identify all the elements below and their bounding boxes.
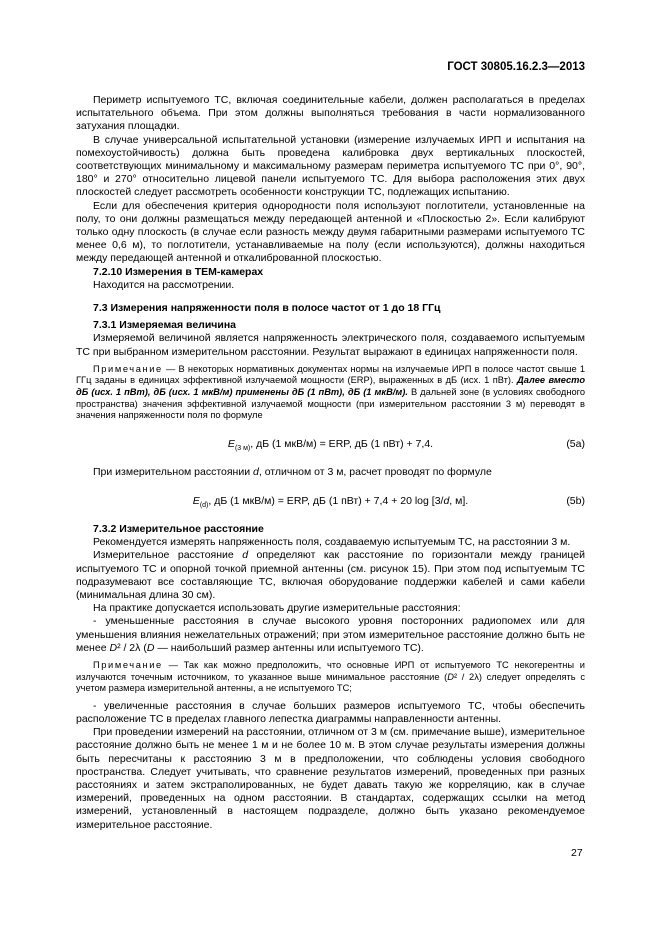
note-text: В дальней зоне (в условиях свободного пространства) значения эффективной излучаемой мощности (при измерительном расстоянии 3 м) переводят в значения напряженности поля по формуле [76, 387, 585, 421]
paragraph: Рекомендуется измерять напряженность поля, создаваемую испытуемым ТС, на расстоянии 3 м. [93, 536, 571, 549]
formula-expression: $E_{(3 м)}$, дБ (1 мкВ/м) = ERP, дБ (1 пВт) + 7,4. [227, 437, 434, 452]
note-label: Примечание [93, 660, 163, 671]
note-ereps [76, 364, 585, 422]
document-header: ГОСТ 30805.16.2.3—2013 [447, 61, 585, 73]
section-heading-7-2-10: 7.2.10 Измерения в ТЕМ-камерах [93, 265, 264, 278]
note-bold-text: Далее вместо дБ (исх. 1 пВт), дБ (исх. 1 мкВ/м) применены дБ (1 пВт), дБ (1 мкВ/м). [76, 375, 586, 398]
paragraph: Если для обеспечения критерия однородности поля используют поглотители, установленные на полу, то они должны размещаться между передающей антенной и «Плоскостью 2». Если калибруют только одну плоскость (в случае если разность между двумя габаритными размерами испытуемого ТС менее 0,6 м), то поглотители, устанавливаемые на полу (если используются), должны находиться между передающей антенной и откалиброванной плоскостью. [76, 199, 585, 265]
paragraph: В случае универсальной испытательной установки (измерение излучаемых ИРП и испытания на помехоустойчивость) должна быть проведена калибровка двух вертикальных плоскостей, соответствующих минимальному и максимальному размерам периметра испытуемого ТС при 0°, 90°, 180° и 270° относительно лицевой панели испытуемого ТС. Для выбора расположения этих двух плоскостей следует рассмотреть особенности конструкции ТС, подлежащих испытанию. [76, 133, 585, 199]
formula-number: (5b) [566, 495, 585, 508]
note-label: Примечание [93, 363, 163, 374]
paragraph: На практике допускается использовать другие измерительные расстояния: [93, 602, 461, 615]
formula-5a [76, 438, 585, 452]
paragraph: Находится на рассмотрении. [93, 278, 235, 291]
paragraph: - уменьшенные расстояния в случае высокого уровня посторонних радиопомех или для уменьшения влияния нежелательных отражений; при этом измерительное расстояние должно быть не менее D² / 2λ (D — наибольший размер антенны или испытуемого ТС). [76, 615, 585, 654]
paragraph: Периметр испытуемого ТС, включая соединительные кабели, должен располагаться в пределах испытательного объема. При этом должны выполняться требования в части нормализованного затухания площадки. [76, 94, 585, 133]
formula-number: (5a) [566, 437, 585, 450]
paragraph: Измеряемой величиной является напряженность электрического поля, создаваемого испытуемым ТС при выбранном измерительном расстоянии. Результат выражают в единицах напряженности поля. [76, 332, 585, 358]
formula-5b [76, 495, 585, 509]
paragraph: - увеличенные расстояния в случае больших размеров испытуемого ТС, чтобы обеспечить расположение ТС в пределах главного лепестка диаграммы направленности антенны. [76, 699, 585, 726]
page-number: 27 [571, 847, 583, 859]
section-heading-7-3-2: 7.3.2 Измерительное расстояние [93, 523, 264, 536]
paragraph: Измерительное расстояние d определяют как расстояние по горизонтали между границей испытуемого ТС и опорной точкой приемной антенны (см. рисунок 15). При этом под испытуемым ТС подразумевают все составляющие ТС, включая оборудование поддержки кабелей и сами кабели (минимальная длина 30 см). [76, 549, 585, 602]
note-text: — В некоторых нормативных документах нормы на излучаемые ИРП в полосе частот свыше 1 ГГц заданы в единицах эффективной излучаемой мощности (ERP), выраженных в дБ (исх. 1 пВт). [76, 363, 585, 386]
section-heading-7-3: 7.3 Измерения напряженности поля в полосе частот от 1 до 18 ГГц [93, 302, 441, 315]
note-distance: Примечание — Так как можно предположить, что основные ИРП от испытуемого ТС некогерентны и излучаются точечным источником, то указанное выше минимальное расстояние (D² / 2λ) следует определять с учетом размера измерительной антенны, а не испытуемого ТС; [76, 660, 585, 694]
formula-expression: $E_{(d)}$, дБ (1 мкВ/м) = ERP, дБ (1 пВт) + 7,4 + 20 log [3/d, м]. [192, 495, 469, 510]
paragraph: При проведении измерений на расстоянии, отличном от 3 м (см. примечание выше), измерительное расстояние должно быть не менее 1 м и не более 10 м. В этом случае результаты измерения должны быть пересчитаны к расстоянию 3 м в предположении, что соблюдены условия свободного пространства. Следует учитывать, что сравнение результатов измерений, проведенных при разных расстояниях и затем экстраполированных, не будет давать такую же корреляцию, как в случае измерений, проведенных на одном расстоянии. В стандартах, содержащих ссылки на метод измерений, установленный в настоящем подразделе, должно быть указано рекомендуемое измерительное расстояние. [76, 726, 585, 831]
section-heading-7-3-1: 7.3.1 Измеряемая величина [93, 319, 237, 332]
page-content [76, 94, 585, 832]
paragraph: При измерительном расстоянии d, отличном от 3 м, расчет проводят по формуле [93, 465, 492, 478]
